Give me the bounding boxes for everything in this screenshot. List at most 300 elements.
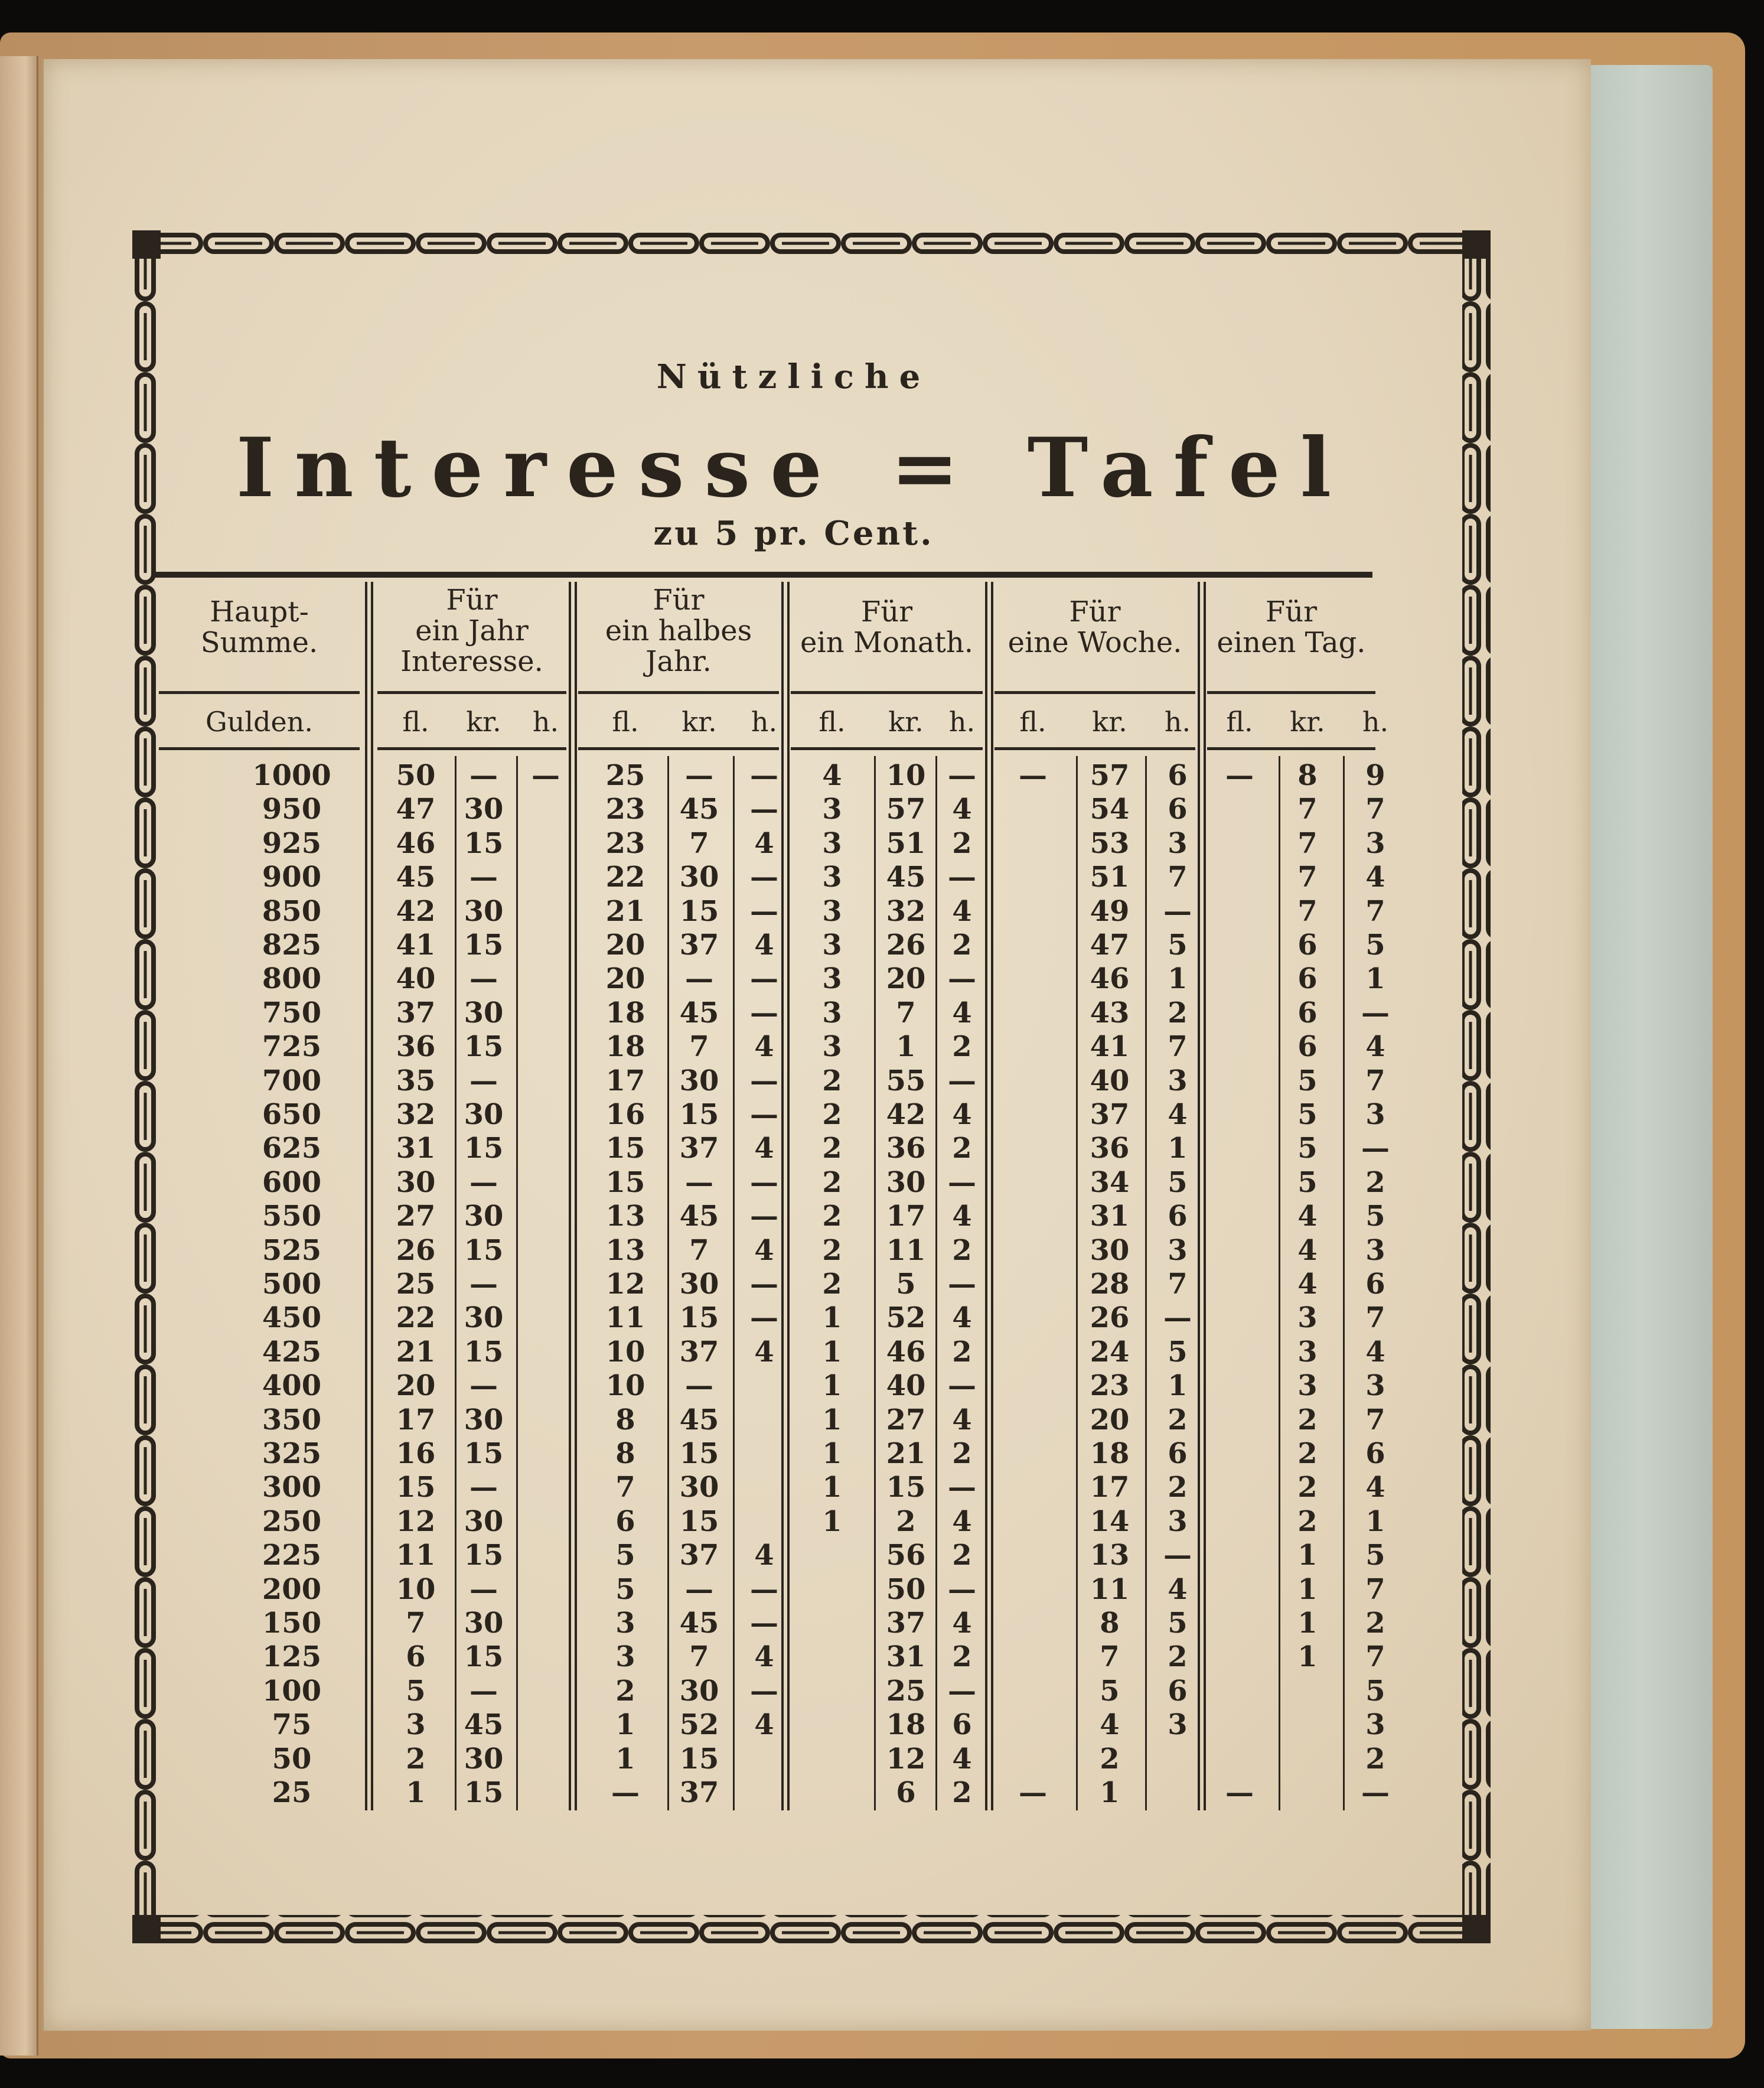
- table-cell: 5: [1168, 1607, 1188, 1640]
- column-header-line: Für: [1265, 595, 1318, 628]
- table-cell: 4: [754, 1708, 774, 1742]
- table-cell: 2: [952, 1030, 972, 1064]
- table-cell: 6: [1297, 929, 1318, 962]
- table-cell: 16: [605, 1098, 645, 1131]
- table-cell: —: [469, 1471, 498, 1504]
- table-cell: 30: [464, 1742, 504, 1776]
- table-cell: 2: [952, 1335, 972, 1369]
- header-underline: [791, 691, 983, 694]
- table-cell: 4: [754, 1132, 774, 1165]
- table-cell: 4: [754, 1539, 774, 1572]
- table-cell: 1: [1297, 1539, 1318, 1572]
- table-cell: —: [750, 1165, 778, 1199]
- table-cell: 30: [464, 1301, 504, 1335]
- table-cell: 3: [615, 1607, 635, 1640]
- table-cell: 7: [1100, 1640, 1120, 1674]
- table-cell: —: [750, 793, 778, 826]
- table-cell: 15: [679, 894, 719, 928]
- table-cell: 14: [1090, 1504, 1130, 1538]
- table-cell: 3: [406, 1708, 426, 1742]
- table-cell: —: [685, 1369, 713, 1403]
- table-cell: 5: [1168, 1165, 1188, 1199]
- table-cell: 13: [605, 1200, 645, 1233]
- table-cell: 7: [1365, 1064, 1385, 1097]
- table-cell: 4: [1100, 1708, 1120, 1742]
- table-cell: 3: [1168, 1064, 1188, 1097]
- table-cell: 5: [1168, 1335, 1188, 1369]
- principal-sum: 125: [262, 1640, 322, 1674]
- table-cell: 6: [1297, 1030, 1318, 1064]
- table-cell: 2: [1168, 1640, 1188, 1674]
- table-cell: 4: [952, 996, 972, 1030]
- table-cell: 30: [679, 861, 719, 894]
- heading-title: Interesse = Tafel: [236, 419, 1352, 516]
- unit-label-fl: fl.: [402, 706, 429, 738]
- table-cell: 15: [605, 1165, 645, 1199]
- table-cell: 45: [464, 1708, 504, 1742]
- table-cell: —: [948, 861, 976, 894]
- column-header-line: Für: [446, 584, 498, 617]
- table-cell: 8: [1297, 759, 1318, 792]
- table-cell: —: [948, 1064, 976, 1097]
- table-cell: 3: [822, 1030, 842, 1064]
- table-cell: 7: [1168, 1030, 1188, 1064]
- table-cell: 2: [822, 1268, 842, 1301]
- table-cell: 4: [754, 1233, 774, 1267]
- column-header-line: Interesse.: [400, 645, 543, 678]
- table-cell: 6: [1168, 759, 1188, 792]
- header-underline: [578, 691, 779, 694]
- table-cell: —: [469, 1674, 498, 1708]
- table-cell: 30: [886, 1165, 926, 1199]
- principal-sum: 50: [272, 1742, 312, 1776]
- units-underline: [791, 747, 983, 750]
- table-cell: 23: [605, 826, 645, 860]
- table-cell: 6: [1168, 793, 1188, 826]
- table-cell: 27: [396, 1200, 436, 1233]
- table-cell: 1: [615, 1708, 635, 1742]
- flyleaf-edge: [1571, 65, 1713, 2029]
- table-cell: 4: [754, 1640, 774, 1674]
- table-cell: 40: [886, 1369, 926, 1403]
- table-cell: 1: [1365, 962, 1385, 996]
- table-cell: 10: [605, 1335, 645, 1369]
- header-underline: [995, 691, 1195, 694]
- principal-sum: 700: [262, 1064, 322, 1097]
- principal-sum: 600: [262, 1165, 322, 1199]
- unit-label-h: h.: [1362, 706, 1389, 738]
- table-cell: 2: [406, 1742, 426, 1776]
- principal-sum: 850: [262, 894, 322, 928]
- table-cell: 54: [1090, 793, 1130, 826]
- table-cell: 5: [615, 1539, 635, 1572]
- principal-sum: 900: [262, 861, 322, 894]
- table-cell: 10: [605, 1369, 645, 1403]
- table-cell: 36: [1090, 1132, 1130, 1165]
- table-cell: 31: [396, 1132, 436, 1165]
- unit-label-gulden: Gulden.: [205, 706, 313, 738]
- table-cell: 4: [952, 1098, 972, 1131]
- table-cell: 21: [605, 894, 645, 928]
- column-header-day: [1204, 597, 1378, 658]
- table-cell: 3: [1297, 1369, 1318, 1403]
- table-cell: 4: [1297, 1200, 1318, 1233]
- table-cell: 1: [406, 1776, 426, 1809]
- table-cell: 2: [1297, 1471, 1318, 1504]
- column-header-line: ein Monath.: [800, 626, 973, 659]
- table-cell: —: [948, 1369, 976, 1403]
- table-cell: 2: [952, 1776, 972, 1809]
- principal-sum: 150: [262, 1607, 322, 1640]
- table-cell: 15: [679, 1098, 719, 1131]
- table-cell: 4: [1365, 861, 1385, 894]
- table-cell: 42: [886, 1098, 926, 1131]
- table-cell: 46: [886, 1335, 926, 1369]
- table-cell: 28: [1090, 1268, 1130, 1301]
- table-cell: 32: [396, 1098, 436, 1131]
- table-cell: —: [1225, 1776, 1254, 1809]
- table-cell: —: [1163, 1301, 1192, 1335]
- table-cell: 7: [1365, 1640, 1385, 1674]
- table-cell: 5: [1100, 1674, 1120, 1708]
- table-cell: 15: [679, 1504, 719, 1538]
- table-cell: 6: [615, 1504, 635, 1538]
- table-cell: 45: [679, 793, 719, 826]
- table-cell: 4: [952, 1607, 972, 1640]
- table-cell: 4: [952, 1200, 972, 1233]
- table-cell: 12: [886, 1742, 926, 1776]
- table-cell: 4: [952, 1403, 972, 1436]
- table-cell: 21: [396, 1335, 436, 1369]
- table-cell: 3: [822, 793, 842, 826]
- table-cell: 1: [822, 1403, 842, 1436]
- table-cell: —: [948, 1268, 976, 1301]
- table-cell: 1: [822, 1504, 842, 1538]
- table-cell: 4: [1168, 1572, 1188, 1606]
- table-cell: 26: [1090, 1301, 1130, 1335]
- table-cell: —: [750, 1200, 778, 1233]
- table-cell: 2: [1168, 1471, 1188, 1504]
- table-cell: 3: [822, 894, 842, 928]
- table-cell: 45: [679, 996, 719, 1030]
- table-cell: 30: [464, 1098, 504, 1131]
- unit-label-h: h.: [948, 706, 976, 738]
- column-header-line: Jahr.: [645, 645, 712, 678]
- table-cell: 5: [406, 1674, 426, 1708]
- table-cell: 3: [1365, 1369, 1385, 1403]
- table-cell: 32: [886, 894, 926, 928]
- table-cell: 45: [679, 1403, 719, 1436]
- table-cell: 11: [886, 1233, 926, 1267]
- table-cell: 2: [952, 1437, 972, 1470]
- table-cell: 3: [1365, 1098, 1385, 1131]
- table-cell: 1: [1100, 1776, 1120, 1809]
- table-cell: 45: [679, 1200, 719, 1233]
- table-cell: —: [948, 759, 976, 792]
- table-cell: 18: [1090, 1437, 1130, 1470]
- table-cell: 34: [1090, 1165, 1130, 1199]
- table-cell: 5: [1297, 1098, 1318, 1131]
- principal-sum: 825: [262, 929, 322, 962]
- table-cell: —: [1361, 1776, 1390, 1809]
- table-cell: 24: [1090, 1335, 1130, 1369]
- table-cell: 1: [615, 1742, 635, 1776]
- table-cell: 5: [1168, 929, 1188, 962]
- table-cell: 15: [464, 1776, 504, 1809]
- principal-sum: 75: [272, 1708, 312, 1742]
- table-cell: —: [685, 962, 713, 996]
- table-cell: 2: [952, 1539, 972, 1572]
- table-cell: 5: [1297, 1165, 1318, 1199]
- table-cell: 5: [615, 1572, 635, 1606]
- table-cell: —: [750, 759, 778, 792]
- table-cell: 6: [1365, 1437, 1385, 1470]
- column-header-line: Haupt-: [210, 595, 309, 628]
- table-top-rule: [153, 572, 1372, 578]
- table-cell: 3: [822, 929, 842, 962]
- table-cell: 7: [1365, 793, 1385, 826]
- table-cell: 30: [464, 793, 504, 826]
- table-cell: 2: [1297, 1437, 1318, 1470]
- table-cell: —: [469, 861, 498, 894]
- table-cell: 37: [886, 1607, 926, 1640]
- table-cell: 41: [396, 929, 436, 962]
- table-cell: 2: [822, 1064, 842, 1097]
- principal-sum: 225: [262, 1539, 322, 1572]
- table-cell: 37: [679, 929, 719, 962]
- table-cell: 40: [1090, 1064, 1130, 1097]
- table-cell: 3: [1168, 826, 1188, 860]
- table-cell: 3: [1297, 1301, 1318, 1335]
- heading-subtitle: zu 5 pr. Cent.: [653, 514, 934, 553]
- table-cell: —: [469, 1572, 498, 1606]
- table-cell: 4: [754, 1030, 774, 1064]
- table-cell: 7: [406, 1607, 426, 1640]
- table-cell: 1: [822, 1437, 842, 1470]
- previous-page-edge: [0, 56, 38, 2056]
- unit-label-kr: kr.: [1092, 706, 1127, 738]
- table-cell: 43: [1090, 996, 1130, 1030]
- table-cell: —: [469, 759, 498, 792]
- principal-sum: 1000: [252, 759, 331, 792]
- table-cell: 15: [679, 1437, 719, 1470]
- table-cell: 3: [1168, 1708, 1188, 1742]
- table-cell: 1: [1365, 1504, 1385, 1538]
- table-cell: 7: [1168, 861, 1188, 894]
- column-header-half: [575, 585, 782, 677]
- table-cell: 15: [464, 1132, 504, 1165]
- table-cell: 4: [754, 1335, 774, 1369]
- units-underline: [1207, 747, 1375, 750]
- table-cell: 1: [1168, 962, 1188, 996]
- table-cell: 7: [1297, 861, 1318, 894]
- unit-label-kr: kr.: [888, 706, 924, 738]
- table-cell: —: [1225, 759, 1254, 792]
- table-cell: 10: [396, 1572, 436, 1606]
- table-cell: 2: [822, 1233, 842, 1267]
- table-cell: 21: [886, 1437, 926, 1470]
- table-cell: 11: [396, 1539, 436, 1572]
- table-cell: —: [685, 759, 713, 792]
- table-cell: 4: [952, 894, 972, 928]
- table-cell: 18: [605, 1030, 645, 1064]
- table-cell: 15: [886, 1471, 926, 1504]
- table-cell: 15: [464, 1437, 504, 1470]
- column-header-week: [992, 597, 1198, 658]
- table-cell: 5: [896, 1268, 916, 1301]
- table-cell: 37: [396, 996, 436, 1030]
- table-cell: 17: [396, 1403, 436, 1436]
- table-cell: 1: [1297, 1640, 1318, 1674]
- table-cell: 6: [1297, 962, 1318, 996]
- table-cell: 2: [1365, 1742, 1385, 1776]
- table-cell: —: [1361, 1132, 1390, 1165]
- table-cell: 47: [1090, 929, 1130, 962]
- table-cell: 30: [679, 1064, 719, 1097]
- table-cell: —: [750, 996, 778, 1030]
- table-cell: 2: [952, 1640, 972, 1674]
- table-cell: 15: [464, 1335, 504, 1369]
- column-header-line: ein halbes: [605, 614, 752, 647]
- table-cell: 30: [679, 1268, 719, 1301]
- unit-label-fl: fl.: [819, 706, 846, 738]
- table-cell: 37: [679, 1776, 719, 1809]
- table-cell: 20: [396, 1369, 436, 1403]
- table-cell: 23: [605, 793, 645, 826]
- table-cell: 3: [1365, 826, 1385, 860]
- table-cell: 7: [1297, 894, 1318, 928]
- table-cell: 1: [1168, 1132, 1188, 1165]
- table-cell: 20: [1090, 1403, 1130, 1436]
- table-cell: 7: [896, 996, 916, 1030]
- table-cell: —: [685, 1165, 713, 1199]
- table-cell: 55: [886, 1064, 926, 1097]
- table-cell: 1: [822, 1471, 842, 1504]
- table-cell: 23: [1090, 1369, 1130, 1403]
- table-cell: 30: [464, 1607, 504, 1640]
- table-cell: —: [611, 1776, 640, 1809]
- table-cell: 1: [1297, 1607, 1318, 1640]
- table-cell: 45: [396, 861, 436, 894]
- table-cell: 31: [886, 1640, 926, 1674]
- table-cell: 7: [1168, 1268, 1188, 1301]
- table-cell: 2: [822, 1200, 842, 1233]
- table-cell: 3: [1168, 1504, 1188, 1538]
- table-cell: —: [532, 759, 560, 792]
- unit-label-fl: fl.: [612, 706, 639, 738]
- principal-sum: 500: [262, 1268, 322, 1301]
- table-cell: 4: [1365, 1335, 1385, 1369]
- table-cell: 26: [396, 1233, 436, 1267]
- table-cell: 8: [1100, 1607, 1120, 1640]
- table-cell: 30: [464, 1403, 504, 1436]
- table-cell: 53: [1090, 826, 1130, 860]
- header-underline: [159, 691, 360, 694]
- table-cell: —: [469, 1369, 498, 1403]
- column-header-line: Für: [860, 595, 913, 628]
- table-cell: 2: [822, 1098, 842, 1131]
- table-cell: —: [1361, 996, 1390, 1030]
- table-cell: 2: [952, 929, 972, 962]
- group-separator: [371, 582, 373, 1810]
- table-cell: 45: [679, 1607, 719, 1640]
- table-cell: 41: [1090, 1030, 1130, 1064]
- table-cell: —: [750, 1301, 778, 1335]
- table-cell: 8: [615, 1403, 635, 1436]
- units-underline: [159, 747, 360, 750]
- table-cell: 1: [822, 1301, 842, 1335]
- table-cell: —: [750, 1268, 778, 1301]
- column-header-line: Summe.: [200, 626, 318, 659]
- table-cell: 7: [615, 1471, 635, 1504]
- table-cell: 15: [464, 1233, 504, 1267]
- table-cell: —: [1019, 759, 1047, 792]
- table-cell: 7: [689, 826, 709, 860]
- table-cell: 5: [1365, 1200, 1385, 1233]
- table-cell: 7: [689, 1233, 709, 1267]
- units-underline: [578, 747, 779, 750]
- principal-sum: 550: [262, 1200, 322, 1233]
- table-cell: 26: [886, 929, 926, 962]
- units-underline: [995, 747, 1195, 750]
- table-cell: 3: [1365, 1708, 1385, 1742]
- column-header-line: eine Woche.: [1007, 626, 1182, 659]
- table-cell: 16: [396, 1437, 436, 1470]
- table-cell: 2: [952, 1132, 972, 1165]
- table-cell: 7: [1365, 1572, 1385, 1606]
- table-cell: 4: [952, 1301, 972, 1335]
- table-cell: 1: [822, 1335, 842, 1369]
- table-cell: 6: [1297, 996, 1318, 1030]
- table-cell: 57: [886, 793, 926, 826]
- table-cell: 17: [1090, 1471, 1130, 1504]
- unit-label-h: h.: [1164, 706, 1191, 738]
- table-cell: 15: [464, 826, 504, 860]
- table-cell: —: [1163, 894, 1192, 928]
- table-cell: 50: [396, 759, 436, 792]
- table-cell: 18: [605, 996, 645, 1030]
- table-cell: 4: [754, 826, 774, 860]
- table-cell: 3: [822, 962, 842, 996]
- table-cell: 7: [1365, 1301, 1385, 1335]
- table-cell: 37: [1090, 1098, 1130, 1131]
- principal-sum: 650: [262, 1098, 322, 1131]
- table-cell: 2: [1365, 1165, 1385, 1199]
- unit-label-h: h.: [751, 706, 778, 738]
- table-cell: 1: [896, 1030, 916, 1064]
- table-cell: 4: [952, 1504, 972, 1538]
- table-cell: 17: [605, 1064, 645, 1097]
- table-cell: 6: [1168, 1437, 1188, 1470]
- table-cell: 36: [886, 1132, 926, 1165]
- table-cell: 30: [679, 1674, 719, 1708]
- table-cell: —: [1163, 1539, 1192, 1572]
- table-cell: 4: [952, 1742, 972, 1776]
- table-cell: 17: [886, 1200, 926, 1233]
- unit-label-h: h.: [532, 706, 559, 738]
- table-cell: —: [750, 1098, 778, 1131]
- principal-sum: 100: [262, 1674, 322, 1708]
- table-cell: 7: [1365, 1403, 1385, 1436]
- table-cell: 2: [1365, 1607, 1385, 1640]
- table-cell: 4: [822, 759, 842, 792]
- table-cell: 2: [1168, 996, 1188, 1030]
- table-cell: 40: [396, 962, 436, 996]
- table-cell: 30: [464, 996, 504, 1030]
- principal-sum: 200: [262, 1572, 322, 1606]
- table-cell: 10: [886, 759, 926, 792]
- table-cell: 47: [396, 793, 436, 826]
